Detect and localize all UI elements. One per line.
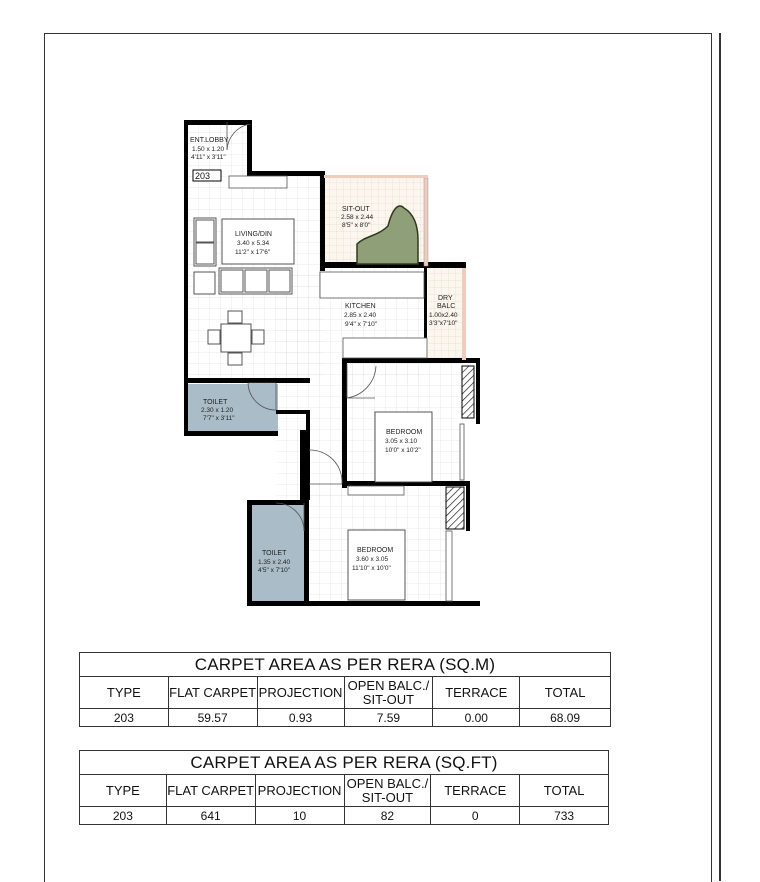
room-label-toilet-2	[258, 550, 291, 574]
svg-text:SIT-OUT: SIT-OUT	[342, 206, 370, 213]
svg-text:TOILET: TOILET	[203, 399, 228, 406]
col-header: OPEN BALC./ SIT-OUT	[344, 677, 433, 709]
room-label-living-din	[235, 231, 272, 256]
svg-text:9'4" x 7'10": 9'4" x 7'10"	[345, 321, 378, 328]
svg-text:TOILET: TOILET	[262, 550, 287, 557]
shaft-hatch-2	[446, 487, 464, 529]
table-row	[80, 709, 611, 727]
svg-text:3.60 x 3.05: 3.60 x 3.05	[356, 556, 389, 563]
col-header: TYPE	[80, 775, 167, 807]
svg-text:3'3"x7'10": 3'3"x7'10"	[429, 320, 458, 327]
col-header: PROJECTION	[255, 775, 344, 807]
svg-text:11'10" x 10'0": 11'10" x 10'0"	[352, 565, 391, 572]
room-label-ent-lobby	[190, 137, 229, 161]
svg-text:2.30 x 1.20: 2.30 x 1.20	[201, 407, 234, 414]
svg-text:BEDROOM: BEDROOM	[357, 547, 394, 554]
col-header: TYPE	[80, 677, 169, 709]
shaft-hatch-1	[462, 366, 474, 418]
svg-text:BEDROOM: BEDROOM	[386, 429, 423, 436]
svg-text:BALC: BALC	[437, 303, 456, 310]
col-header: TOTAL	[520, 677, 611, 709]
col-header: FLAT CARPET	[168, 677, 257, 709]
svg-text:1.00x2.40: 1.00x2.40	[429, 312, 458, 319]
col-header: FLAT CARPET	[166, 775, 255, 807]
svg-text:2.85 x 2.40: 2.85 x 2.40	[344, 312, 377, 319]
svg-text:3.05 x 3.10: 3.05 x 3.10	[385, 438, 418, 445]
table-cell: 203	[80, 709, 169, 727]
table-cell: 0	[431, 807, 520, 825]
table-cell: 0.00	[433, 709, 520, 727]
svg-text:1.50 x 1.20: 1.50 x 1.20	[192, 146, 225, 153]
svg-text:LIVING/DIN: LIVING/DIN	[235, 231, 272, 238]
table-cell: 7.59	[344, 709, 433, 727]
col-header: TOTAL	[520, 775, 609, 807]
carpet-area-table-sqm	[79, 652, 611, 727]
table-cell: 10	[255, 807, 344, 825]
table-cell: 82	[344, 807, 431, 825]
svg-text:4'11" x 3'11": 4'11" x 3'11"	[191, 154, 226, 161]
room-label-bedroom-2	[352, 547, 393, 572]
room-label-bedroom-1	[385, 429, 422, 454]
svg-text:11'2" x 17'6": 11'2" x 17'6"	[235, 249, 271, 256]
svg-text:2.58 x 2.44: 2.58 x 2.44	[341, 214, 374, 221]
table-title: CARPET AREA AS PER RERA (SQ.FT)	[80, 751, 609, 775]
col-header: OPEN BALC./ SIT-OUT	[344, 775, 431, 807]
table-cell: 733	[520, 807, 609, 825]
table-cell: 0.93	[257, 709, 344, 727]
svg-text:8'5" x 8'0": 8'5" x 8'0"	[342, 222, 371, 229]
carpet-area-table-sqft	[79, 750, 609, 825]
flat-tag: 203	[195, 171, 211, 181]
table-row	[80, 807, 609, 825]
room-label-sit-out	[341, 206, 374, 229]
col-header: PROJECTION	[257, 677, 344, 709]
svg-text:3.40 x 5.34: 3.40 x 5.34	[237, 240, 270, 247]
table-header-row	[80, 775, 609, 807]
table-cell: 203	[80, 807, 167, 825]
table-cell: 641	[166, 807, 255, 825]
svg-text:4'5" x 7'10": 4'5" x 7'10"	[258, 567, 291, 574]
col-header: TERRACE	[433, 677, 520, 709]
svg-text:ENT.LOBBY: ENT.LOBBY	[190, 137, 229, 144]
svg-text:KITCHEN: KITCHEN	[345, 303, 376, 310]
svg-text:10'0" x 10'2": 10'0" x 10'2"	[385, 447, 421, 454]
col-header: TERRACE	[431, 775, 520, 807]
svg-text:1.35 x 2.40: 1.35 x 2.40	[258, 559, 291, 566]
table-title: CARPET AREA AS PER RERA (SQ.M)	[80, 653, 611, 677]
table-cell: 68.09	[520, 709, 611, 727]
svg-text:DRY: DRY	[438, 295, 453, 302]
room-label-kitchen	[344, 303, 378, 328]
svg-text:7'7" x 3'11": 7'7" x 3'11"	[203, 415, 235, 422]
table-cell: 59.57	[168, 709, 257, 727]
table-header-row	[80, 677, 611, 709]
